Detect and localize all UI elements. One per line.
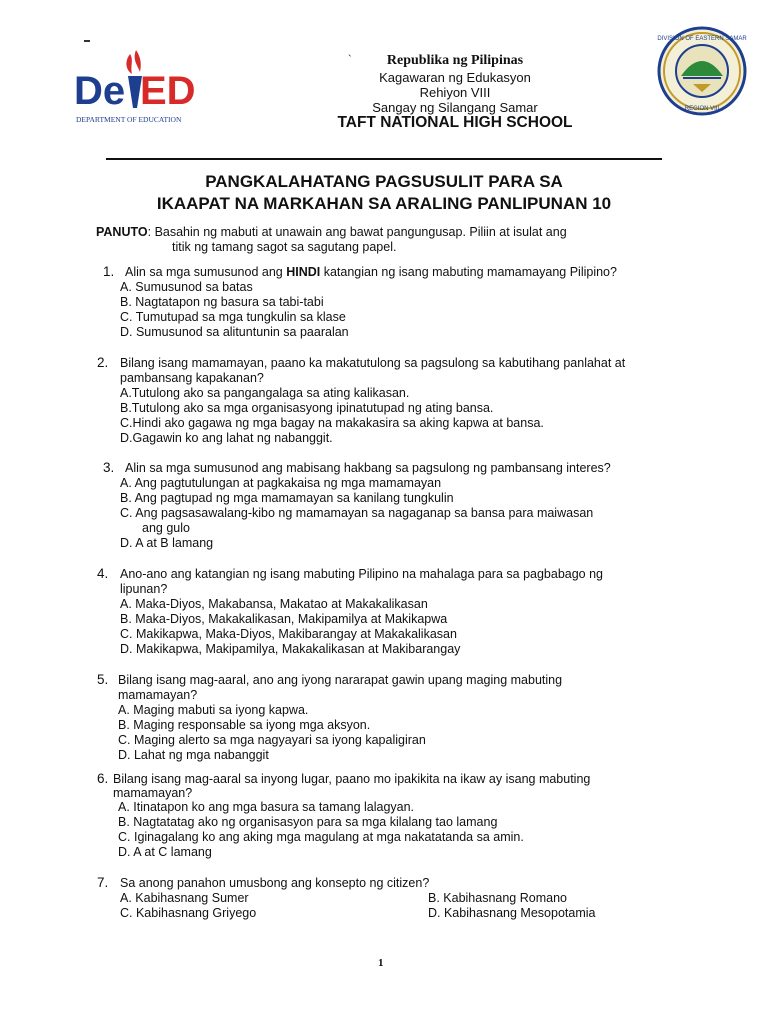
answer-option: A. Itinatapon ko ang mga basura sa tamang lalagyan. xyxy=(118,800,415,814)
answer-option: C. Kabihasnang Griyego xyxy=(120,906,257,920)
question-stem: Ano-ano ang katangian ng isang mabuting Pilipino na mahalaga para sa pagbabago ng xyxy=(120,567,604,581)
question-stem: Bilang isang mamamayan, paano ka makatutulong sa pagsulong sa kabutihang panlahat at xyxy=(120,356,626,370)
answer-option: C. Iginagalang ko ang aking mga magulang at mga nakatatanda sa amin. xyxy=(118,830,524,844)
question-stem: Bilang isang mag-aaral, ano ang iyong nararapat gawin upang maging mabuting xyxy=(118,673,563,687)
svg-text:ED: ED xyxy=(140,69,196,113)
question-number: 3. xyxy=(103,460,115,475)
question-stem-continued: lipunan? xyxy=(120,582,168,596)
division-seal xyxy=(657,26,747,116)
header-republic: Republika ng Pilipinas xyxy=(386,53,524,68)
header-divider xyxy=(106,158,662,160)
exam-title-line2: IKAAPAT NA MARKAHAN SA ARALING PANLIPUNAN 10 xyxy=(156,194,612,213)
header-backtick: ` xyxy=(348,54,352,66)
answer-option: C. Ang pagsasawalang-kibo ng mamamayan sa nagaganap sa bansa para maiwasan xyxy=(120,506,594,520)
answer-option: B. Maging responsable sa iyong mga aksyon. xyxy=(118,718,371,732)
question-number: 1. xyxy=(103,264,115,279)
answer-option: B. Maka-Diyos, Makakalikasan, Makipamilya at Makikapwa xyxy=(120,612,448,626)
question-number: 5. xyxy=(97,672,109,687)
answer-option: D. Lahat ng mga nabanggit xyxy=(118,748,269,762)
answer-option: C.Hindi ako gagawa ng mga bagay na makakasira sa aking kapwa at bansa. xyxy=(120,416,544,430)
question-number: 6. xyxy=(97,771,109,786)
directions-text-line2: titik ng tamang sagot sa sagutang papel. xyxy=(172,240,397,254)
directions xyxy=(96,225,567,255)
answer-option: C. Makikapwa, Maka-Diyos, Makibarangay at Makakalikasan xyxy=(120,627,457,641)
answer-option: B.Tutulong ako sa mga organisasyong ipinatutupad ng ating bansa. xyxy=(120,401,494,415)
answer-option: A. Ang pagtutulungan at pagkakaisa ng mga mamamayan xyxy=(120,476,442,490)
answer-option: D. Makikapwa, Makipamilya, Makakalikasan at Makibarangay xyxy=(120,642,461,656)
exam-title-line1: PANGKALAHATANG PAGSUSULIT PARA SA xyxy=(205,172,563,191)
answer-option: D. A at B lamang xyxy=(120,536,214,550)
answer-option: B. Nagtatatag ako ng organisasyon para sa mga kilalang tao lamang xyxy=(118,815,498,829)
question-number: 4. xyxy=(97,566,109,581)
answer-option: A. Maka-Diyos, Makabansa, Makatao at Makakalikasan xyxy=(120,597,428,611)
header-department: Kagawaran ng Edukasyon xyxy=(379,70,531,85)
answer-option: A. Sumusunod sa batas xyxy=(120,280,253,294)
header-region: Rehiyon VIII xyxy=(419,85,491,100)
answer-option: C. Maging alerto sa mga nagyayari sa iyong kapaligiran xyxy=(118,733,426,747)
svg-text:DIVISION OF EASTERN SAMAR: DIVISION OF EASTERN SAMAR xyxy=(657,36,747,42)
question-stem: Bilang isang mag-aaral sa inyong lugar, paano mo ipakikita na ikaw ay isang mabuting xyxy=(113,772,591,786)
svg-text:REGION VIII: REGION VIII xyxy=(684,106,720,112)
page-number: 1 xyxy=(378,957,384,969)
answer-option: D.Gagawin ko ang lahat ng nabanggit. xyxy=(120,431,333,445)
question-stem: Alin sa mga sumusunod ang mabisang hakbang sa pagsulong ng pambansang interes? xyxy=(125,461,611,475)
directions-text-line1: : Basahin ng mabuti at unawain ang bawat pangungusap. Piliin at isulat ang xyxy=(147,225,567,239)
answer-option: C. Tumutupad sa mga tungkulin sa klase xyxy=(120,310,346,324)
answer-option: A. Kabihasnang Sumer xyxy=(120,891,249,905)
question-stem: Sa anong panahon umusbong ang konsepto ng citizen? xyxy=(120,876,430,890)
directions-label: PANUTO xyxy=(96,225,148,239)
question-stem: Alin sa mga sumusunod ang HINDI katangian ng isang mabuting mamamayang Pilipino? xyxy=(125,265,617,279)
answer-option: D. A at C lamang xyxy=(118,845,212,859)
header-mark xyxy=(84,40,90,42)
question-stem-continued: mamamayan? xyxy=(118,688,198,702)
svg-text:De: De xyxy=(74,69,126,113)
answer-option-continued: ang gulo xyxy=(142,521,190,535)
question-number: 7. xyxy=(97,875,109,890)
svg-text:DEPARTMENT OF EDUCATION: DEPARTMENT OF EDUCATION xyxy=(76,115,182,124)
answer-option: D. Sumusunod sa alituntunin sa paaralan xyxy=(120,325,349,339)
question-stem-continued: mamamayan? xyxy=(113,786,193,800)
answer-option: A.Tutulong ako sa pangangalaga sa ating kalikasan. xyxy=(120,386,410,400)
answer-option: B. Kabihasnang Romano xyxy=(428,891,567,905)
answer-option: D. Kabihasnang Mesopotamia xyxy=(428,906,596,920)
deped-logo xyxy=(74,46,229,130)
answer-option: A. Maging mabuti sa iyong kapwa. xyxy=(118,703,309,717)
header-division: Sangay ng Silangang Samar xyxy=(372,100,538,115)
answer-option: B. Ang pagtupad ng mga mamamayan sa kanilang tungkulin xyxy=(120,491,454,505)
answer-option: B. Nagtatapon ng basura sa tabi-tabi xyxy=(120,295,324,309)
header-school: TAFT NATIONAL HIGH SCHOOL xyxy=(337,114,573,131)
question-number: 2. xyxy=(97,355,109,370)
question-stem-continued: pambansang kapakanan? xyxy=(120,371,264,385)
